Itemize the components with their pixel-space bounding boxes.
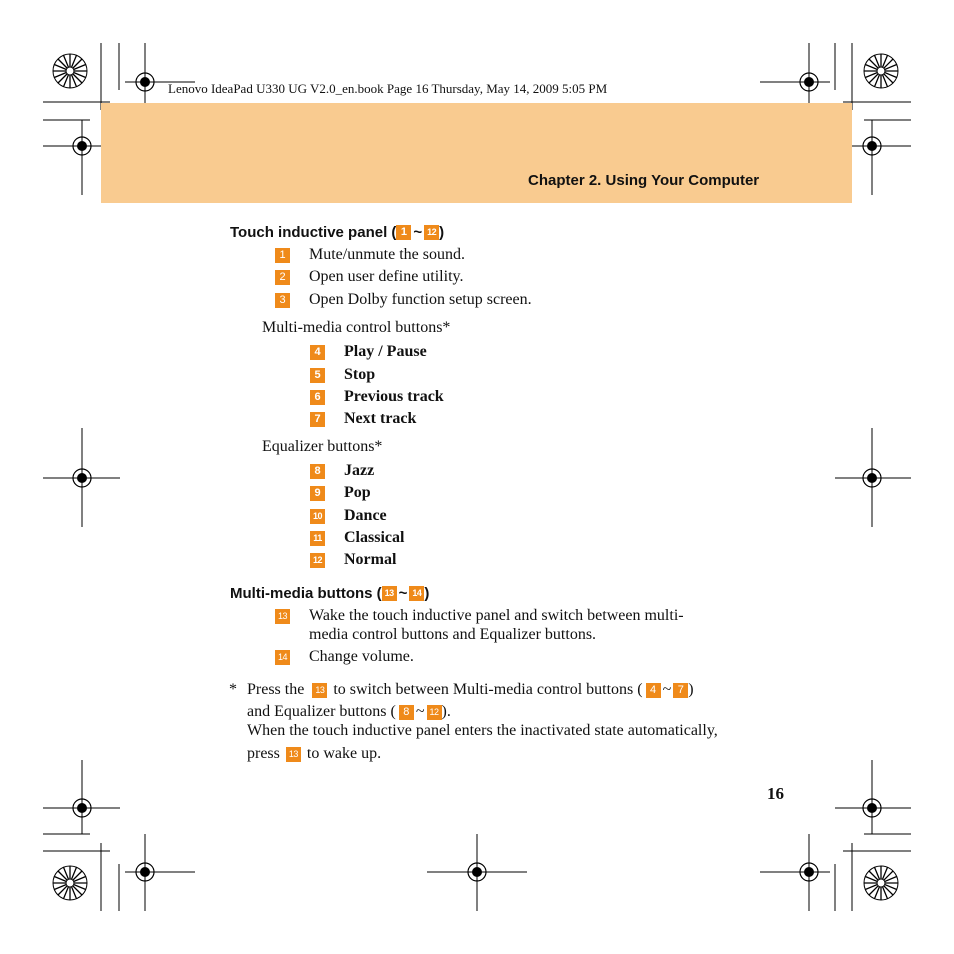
item-text: Jazz: [344, 462, 375, 479]
multimedia-buttons-heading: [230, 585, 429, 602]
tilde: ~: [413, 224, 423, 241]
list-item: [310, 507, 387, 525]
touch-panel-heading: [230, 224, 444, 241]
key-badge-13: 13: [382, 586, 397, 601]
multimedia-control-label: Multi-media control buttons*: [262, 319, 451, 336]
list-item: [310, 529, 404, 547]
item-text: Pop: [344, 484, 371, 501]
item-text: Stop: [344, 366, 376, 383]
heading-suffix: ): [424, 585, 430, 602]
item-text: Normal: [344, 551, 397, 568]
item-text: Classical: [344, 529, 405, 546]
key-badge-14: 14: [409, 586, 424, 601]
list-item: [310, 462, 374, 480]
key-badge-12: 12: [424, 225, 439, 240]
item-text: Play / Pause: [344, 343, 427, 360]
item-text: Mute/unmute the sound.: [309, 246, 465, 263]
key-badge-13: 13: [312, 683, 327, 698]
footnote-text: and Equalizer buttons (: [247, 703, 396, 720]
tilde: ~: [662, 681, 672, 698]
item-text: Previous track: [344, 388, 444, 405]
key-badge-4: 4: [646, 683, 661, 698]
key-badge: 14: [275, 650, 290, 665]
key-badge: 3: [275, 293, 290, 308]
footnote-text: ): [688, 681, 694, 698]
list-item: [275, 607, 684, 625]
footnote-text: ).: [441, 703, 451, 720]
key-badge: 12: [310, 553, 325, 568]
key-badge: 8: [310, 464, 325, 479]
list-item: [275, 291, 532, 309]
item-text: Open user define utility.: [309, 268, 464, 285]
list-item: [310, 551, 396, 569]
list-item: [275, 246, 465, 264]
list-item: [275, 268, 463, 286]
footnote-line-3: When the touch inductive panel enters the inactivated state automatically,: [247, 722, 718, 739]
equalizer-label: Equalizer buttons*: [262, 438, 383, 455]
list-item: [275, 648, 414, 666]
key-badge: 9: [310, 486, 325, 501]
list-item: [310, 388, 444, 406]
key-badge: 7: [310, 412, 325, 427]
footnote-line-4: [247, 745, 381, 763]
item-text: Change volume.: [309, 648, 414, 665]
tilde: ~: [415, 703, 425, 720]
item-text-continued: media control buttons and Equalizer buttons.: [309, 626, 597, 643]
list-item: [310, 410, 416, 428]
key-badge: 11: [310, 531, 325, 546]
heading-suffix: ): [439, 224, 445, 241]
list-item: [310, 366, 375, 384]
item-text: Open Dolby function setup screen.: [309, 291, 532, 308]
item-text: Dance: [344, 507, 387, 524]
chapter-title: Chapter 2. Using Your Computer: [528, 172, 760, 189]
key-badge: 1: [275, 248, 290, 263]
key-badge-8: 8: [399, 705, 414, 720]
footnote-line-1: [247, 681, 694, 699]
key-badge: 5: [310, 368, 325, 383]
list-item: [310, 484, 371, 502]
heading-text: Multi-media buttons (: [230, 585, 382, 602]
list-item: [310, 343, 427, 361]
key-badge-12: 12: [427, 705, 442, 720]
key-badge: 4: [310, 345, 325, 360]
book-file-info: Lenovo IdeaPad U330 UG V2.0_en.book Page 16 Thursday, May 14, 2009 5:05 PM: [168, 81, 608, 96]
footnote-line-2: [247, 703, 451, 721]
key-badge: 10: [310, 509, 325, 524]
footnote-text: press: [247, 745, 280, 762]
item-text: Next track: [344, 410, 417, 427]
key-badge: 13: [275, 609, 290, 624]
key-badge-1: 1: [396, 225, 411, 240]
heading-text: Touch inductive panel (: [230, 224, 397, 241]
footnote-star: *: [229, 681, 237, 698]
key-badge-7: 7: [673, 683, 688, 698]
key-badge: 2: [275, 270, 290, 285]
tilde: ~: [398, 585, 408, 602]
footnote-text: Press the: [247, 681, 305, 698]
item-text: Wake the touch inductive panel and switch between multi-: [309, 607, 684, 624]
key-badge: 6: [310, 390, 325, 405]
page-number: 16: [767, 784, 784, 803]
key-badge-13: 13: [286, 747, 301, 762]
footnote-text: to switch between Multi-media control buttons (: [333, 681, 643, 698]
footnote-text: to wake up.: [306, 745, 382, 762]
